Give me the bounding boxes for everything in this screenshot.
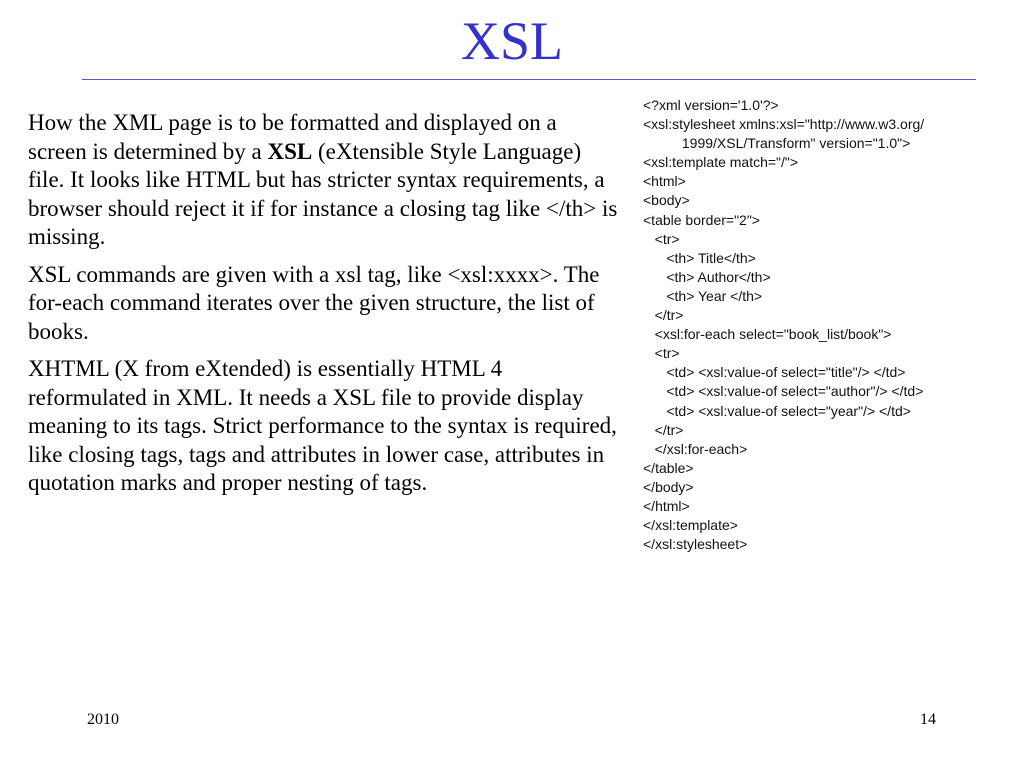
code-line: <th> Year </th>: [643, 287, 763, 304]
paragraph-xsl-commands: XSL commands are given with a xsl tag, like <xsl:xxxx>. The for-each command iterates over the given structure, the list of books.: [28, 261, 600, 344]
paragraph-xhtml: XHTML (X from eXtended) is essentially HTML 4 reformulated in XML. It needs a XSL file to provide display meaning to its tags. Strict performance to the syntax is required, like closing tags, tags and attributes in lower case, attributes in quotation marks and proper nesting of tags.: [28, 356, 617, 495]
code-line: <?xml version='1.0'?>: [643, 97, 779, 113]
slide-title: XSL: [460, 11, 563, 71]
paragraph-xsl-intro: [28, 109, 618, 252]
code-line: </table>: [643, 459, 694, 476]
title-divider: [82, 79, 976, 80]
code-line: 1999/XSL/Transform" version="1.0">: [643, 135, 911, 152]
body-text: [28, 109, 618, 507]
footer-page-number: 14: [920, 711, 936, 728]
code-line: </tr>: [643, 307, 684, 324]
code-line: </xsl:for-each>: [643, 440, 748, 457]
code-line: <td> <xsl:value-of select="year"/> </td>: [643, 402, 911, 419]
code-line: <table border="2">: [643, 211, 760, 228]
code-line: <html>: [643, 173, 686, 190]
code-line: <td> <xsl:value-of select="author"/> </td>: [643, 383, 924, 400]
code-line: </html>: [643, 497, 690, 514]
code-line: </xsl:template>: [643, 517, 738, 534]
code-line: <th> Title</th>: [643, 249, 756, 266]
code-line: <tr>: [643, 345, 680, 362]
paragraph-xsl-intro-start: How the XML page is to be formatted and displayed on a screen is determined by a: [28, 110, 557, 164]
code-line: <tr>: [643, 230, 680, 247]
code-line: <xsl:stylesheet xmlns:xsl="http://www.w3.org/: [643, 116, 925, 133]
code-line: </tr>: [643, 421, 684, 438]
xsl-code-listing: [643, 96, 1013, 554]
code-line: <xsl:template match="/">: [643, 154, 799, 171]
footer-year: 2010: [87, 711, 119, 728]
code-line: <td> <xsl:value-of select="title"/> </td>: [643, 364, 906, 381]
code-line: <body>: [643, 192, 690, 209]
code-line: <xsl:for-each select="book_list/book">: [643, 326, 892, 343]
code-line: <th> Author</th>: [643, 268, 771, 285]
code-line: </body>: [643, 478, 694, 495]
paragraph-xsl-intro-bold: XSL: [267, 138, 313, 164]
paragraph-xsl-intro-end: (eXtensible Style Language) file. It looks like HTML but has stricter syntax requirements, a browser should reject it if for instance a closing tag like </th> is missing.: [28, 138, 618, 249]
code-line: </xsl:stylesheet>: [643, 536, 748, 553]
